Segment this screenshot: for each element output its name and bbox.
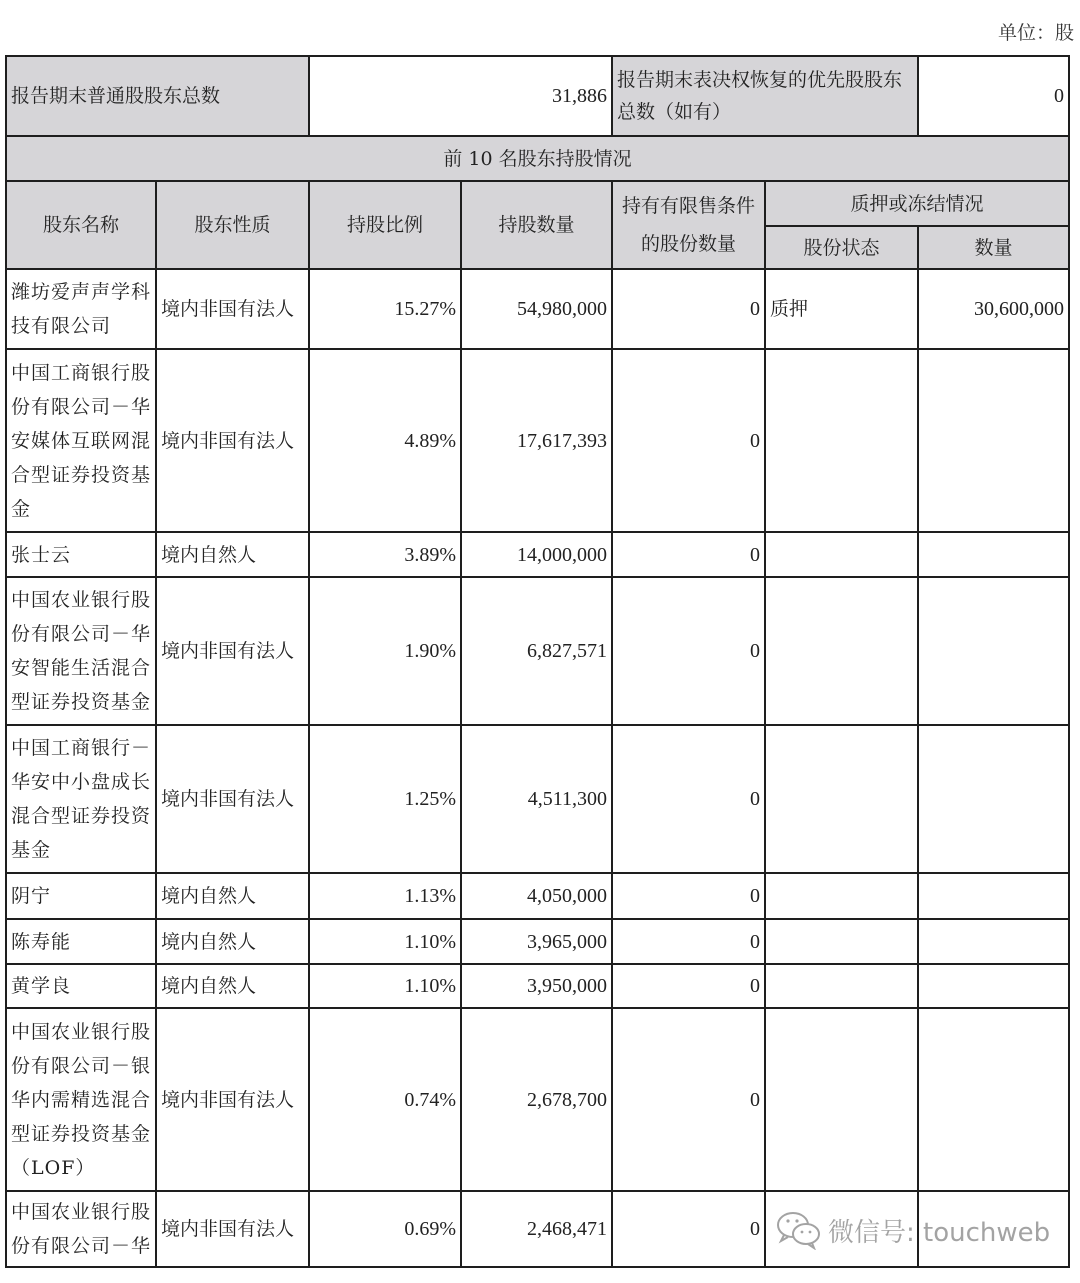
cell-nature: 境内自然人 [156, 964, 309, 1008]
table-row [6, 964, 1069, 1008]
common-holders-label: 报告期末普通股股东总数 [6, 56, 309, 136]
cell-pledge-status [765, 577, 918, 725]
cell-restricted: 0 [612, 964, 765, 1008]
cell-pledge-quantity [918, 873, 1069, 919]
cell-name: 中国工商银行－华安中小盘成长混合型证券投资基金 [6, 725, 156, 873]
col-header-pledge-group: 质押或冻结情况 [765, 181, 1069, 226]
cell-name: 中国农业银行股份有限公司－银华内需精选混合型证券投资基金（LOF） [6, 1008, 156, 1191]
table-row [6, 873, 1069, 919]
col-header-ratio: 持股比例 [309, 181, 461, 269]
cell-pledge-quantity [918, 919, 1069, 964]
cell-ratio: 1.25% [309, 725, 461, 873]
cell-name: 张士云 [6, 532, 156, 577]
cell-ratio: 1.10% [309, 919, 461, 964]
cell-name: 中国工商银行股份有限公司－华安媒体互联网混合型证券投资基金 [6, 349, 156, 532]
cell-restricted: 0 [612, 919, 765, 964]
cell-quantity: 3,950,000 [461, 964, 612, 1008]
col-header-pledge-status: 股份状态 [765, 226, 918, 269]
cell-restricted: 0 [612, 725, 765, 873]
cell-pledge-status [765, 964, 918, 1008]
cell-pledge-status [765, 349, 918, 532]
col-header-quantity: 持股数量 [461, 181, 612, 269]
shareholder-table [5, 55, 1070, 1268]
cell-nature: 境内非国有法人 [156, 577, 309, 725]
cell-ratio: 15.27% [309, 269, 461, 349]
cell-nature: 境内自然人 [156, 873, 309, 919]
col-header-name: 股东名称 [6, 181, 156, 269]
cell-quantity: 2,678,700 [461, 1008, 612, 1191]
cell-restricted: 0 [612, 577, 765, 725]
cell-quantity: 4,511,300 [461, 725, 612, 873]
cell-restricted: 0 [612, 873, 765, 919]
table-row [6, 1008, 1069, 1191]
col-header-nature: 股东性质 [156, 181, 309, 269]
cell-quantity: 14,000,000 [461, 532, 612, 577]
cell-pledge-status [765, 725, 918, 873]
cell-pledge-status: 质押 [765, 269, 918, 349]
cell-nature: 境内非国有法人 [156, 269, 309, 349]
cell-pledge-quantity [918, 964, 1069, 1008]
cell-ratio: 1.90% [309, 577, 461, 725]
cell-quantity: 4,050,000 [461, 873, 612, 919]
cell-ratio: 1.13% [309, 873, 461, 919]
wechat-icon [776, 1210, 822, 1250]
col-header-pledge-quantity: 数量 [918, 226, 1069, 269]
cell-pledge-quantity [918, 577, 1069, 725]
cell-pledge-quantity [918, 532, 1069, 577]
cell-nature: 境内自然人 [156, 532, 309, 577]
section-title: 前 10 名股东持股情况 [6, 136, 1069, 181]
table-row [6, 532, 1069, 577]
cell-nature: 境内非国有法人 [156, 349, 309, 532]
cell-pledge-quantity [918, 349, 1069, 532]
cell-name: 黄学良 [6, 964, 156, 1008]
cell-quantity: 2,468,471 [461, 1191, 612, 1267]
cell-restricted: 0 [612, 349, 765, 532]
cell-name: 中国农业银行股份有限公司－华 [6, 1191, 156, 1267]
cell-pledge-status [765, 532, 918, 577]
cell-pledge-status [765, 919, 918, 964]
cell-pledge-status [765, 873, 918, 919]
cell-nature: 境内非国有法人 [156, 725, 309, 873]
cell-restricted: 0 [612, 269, 765, 349]
summary-row [6, 56, 1069, 136]
table-row [6, 577, 1069, 725]
header-row-1 [6, 181, 1069, 226]
table-row [6, 919, 1069, 964]
table-row [6, 269, 1069, 349]
table-row [6, 725, 1069, 873]
common-holders-value: 31,886 [309, 56, 612, 136]
col-header-restricted: 持有有限售条件的股份数量 [612, 181, 765, 269]
cell-restricted: 0 [612, 532, 765, 577]
cell-name: 阴宁 [6, 873, 156, 919]
watermark-text: 微信号: touchweb [828, 1217, 1051, 1248]
preferred-holders-label: 报告期末表决权恢复的优先股股东总数（如有） [612, 56, 918, 136]
cell-ratio: 0.74% [309, 1008, 461, 1191]
cell-name: 陈寿能 [6, 919, 156, 964]
cell-quantity: 17,617,393 [461, 349, 612, 532]
cell-quantity: 6,827,571 [461, 577, 612, 725]
cell-nature: 境内自然人 [156, 919, 309, 964]
cell-pledge-status [765, 1008, 918, 1191]
section-title-row [6, 136, 1069, 181]
wechat-watermark [776, 1210, 1050, 1250]
cell-nature: 境内非国有法人 [156, 1191, 309, 1267]
cell-restricted: 0 [612, 1191, 765, 1267]
cell-quantity: 3,965,000 [461, 919, 612, 964]
cell-pledge-quantity [918, 725, 1069, 873]
cell-restricted: 0 [612, 1008, 765, 1191]
table-row [6, 349, 1069, 532]
cell-pledge-quantity: 30,600,000 [918, 269, 1069, 349]
cell-ratio: 3.89% [309, 532, 461, 577]
cell-name: 潍坊爱声声学科技有限公司 [6, 269, 156, 349]
cell-ratio: 1.10% [309, 964, 461, 1008]
cell-quantity: 54,980,000 [461, 269, 612, 349]
cell-name: 中国农业银行股份有限公司－华安智能生活混合型证券投资基金 [6, 577, 156, 725]
preferred-holders-value: 0 [918, 56, 1069, 136]
cell-nature: 境内非国有法人 [156, 1008, 309, 1191]
cell-pledge-quantity [918, 1008, 1069, 1191]
unit-label: 单位：股 [997, 22, 1074, 44]
cell-ratio: 4.89% [309, 349, 461, 532]
cell-ratio: 0.69% [309, 1191, 461, 1267]
